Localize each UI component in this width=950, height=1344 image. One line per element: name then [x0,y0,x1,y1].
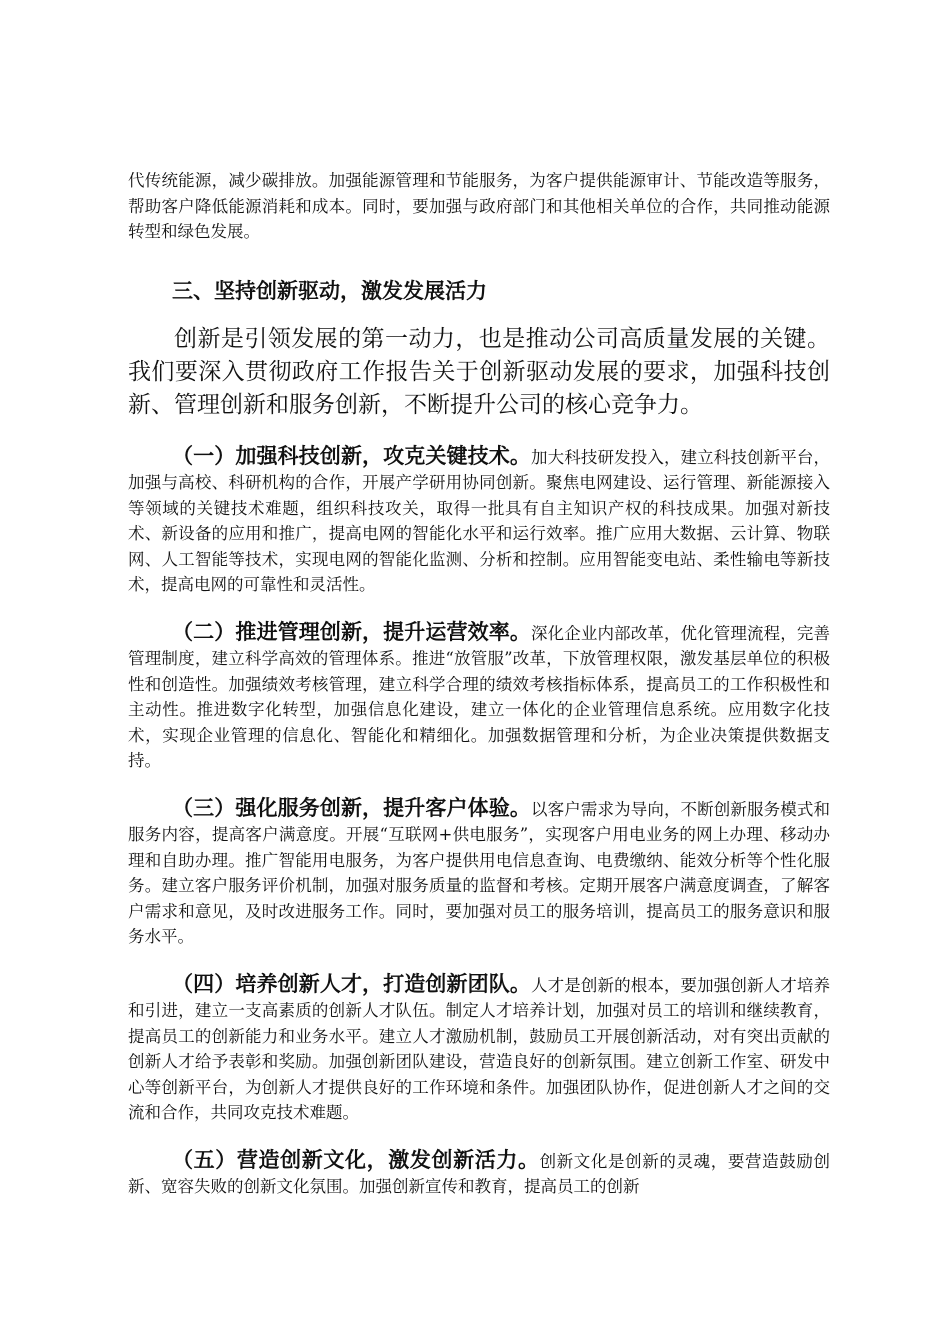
item-paragraph-4 [128,972,830,1126]
section-heading: 三、坚持创新驱动，激发发展活力 [172,278,487,303]
document-page [128,168,830,1200]
item-title-1: （一）加强科技创新，攻克关键技术。 [172,443,531,468]
item-title-2: （二）推进管理创新，提升运营效率。 [172,619,531,644]
item-body-3: 以客户需求为导向，不断创新服务模式和服务内容，提高客户满意度。开展“互联网+供电服务”，实现客户用电业务的网上办理、移动办理和自助办理。推广智能用电服务，为客户提供用电信息查询、电费缴纳、能效分析等个性化服务。建立客户服务评价机制，加强对服务质量的监督和考核。定期开展客户满意度调查，了解客户需求和意见，及时改进服务工作。同时，要加强对员工的服务培训，提高员工的服务意识和服务水平。 [128,799,831,946]
item-body-4: 人才是创新的根本，要加强创新人才培养和引进，建立一支高素质的创新人才队伍。制定人才培养计划，加强对员工的培训和继续教育，提高员工的创新能力和业务水平。建立人才激励机制，鼓励员工开展创新活动，对有突出贡献的创新人才给予表彰和奖励。加强创新团队建设，营造良好的创新氛围。建立创新工作室、研发中心等创新平台，为创新人才提供良好的工作环境和条件。加强团队协作，促进创新人才之间的交流和合作，共同攻克技术难题。 [128,975,831,1122]
continued-paragraph: 代传统能源，减少碳排放。加强能源管理和节能服务，为客户提供能源审计、节能改造等服务，帮助客户降低能源消耗和成本。同时，要加强与政府部门和其他相关单位的合作，共同推动能源转型和绿色发展。 [128,171,830,241]
item-paragraph-1 [128,444,830,598]
item-body-2: 深化企业内部改革，优化管理流程，完善管理制度，建立科学高效的管理体系。推进“放管服”改革，下放管理权限，激发基层单位的积极性和创造性。加强绩效考核管理，建立科学合理的绩效考核指标体系，提高员工的工作积极性和主动性。推进数字化转型，加强信息化建设，建立一体化的企业管理信息系统。应用数字化技术，实现企业管理的信息化、智能化和精细化。加强数据管理和分析，为企业决策提供数据支持。 [128,623,831,770]
item-title-3: （三）强化服务创新，提升客户体验。 [172,795,531,820]
item-body-5: 创新文化是创新的灵魂，要营造鼓励创新、宽容失败的创新文化氛围。加强创新宣传和教育，提高员工的创新 [128,1151,831,1196]
item-title-4: （四）培养创新人才，打造创新团队。 [172,971,531,996]
item-body-1: 加大科技研发投入，建立科技创新平台，加强与高校、科研机构的合作，开展产学研用协同创新。聚焦电网建设、运行管理、新能源接入等领域的关键技术难题，组织科技攻关，取得一批具有自主知识产权的科技成果。加强对新技术、新设备的应用和推广，提高电网的智能化水平和运行效率。推广应用大数据、云计算、物联网、人工智能等技术，实现电网的智能化监测、分析和控制。应用智能变电站、柔性输电等新技术，提高电网的可靠性和灵活性。 [128,447,831,594]
item-paragraph-5 [128,1148,830,1200]
item-paragraph-2 [128,620,830,774]
item-title-5: （五）营造创新文化，激发创新活力。 [172,1147,540,1172]
item-paragraph-3 [128,796,830,950]
intro-paragraph: 创新是引领发展的第一动力，也是推动公司高质量发展的关键。我们要深入贯彻政府工作报告关于创新驱动发展的要求，加强科技创新、管理创新和服务创新，不断提升公司的核心竞争力。 [128,325,830,418]
